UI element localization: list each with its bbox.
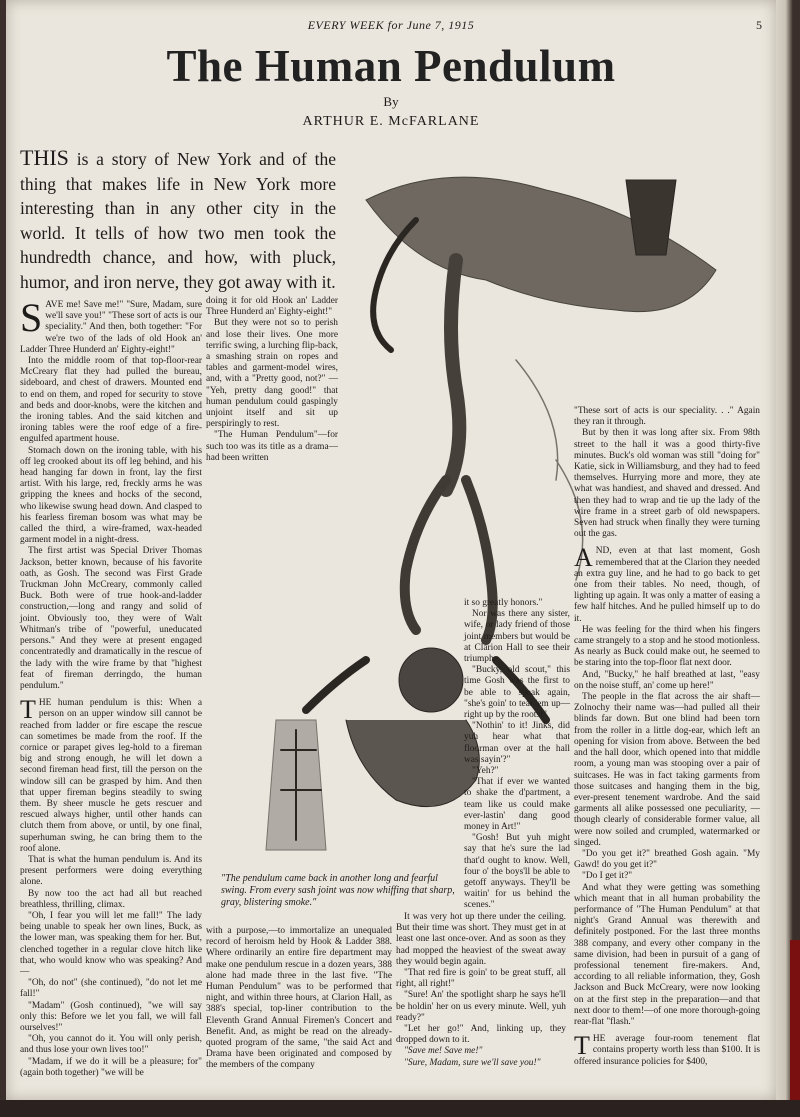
page-number: 5: [756, 18, 762, 32]
drop-cap-a: A: [574, 543, 593, 573]
col3b-p6: "Sure, Madam, sure we'll save you!": [404, 1057, 541, 1068]
col3-p7: "Gosh! But yuh might say that he's sure the lad that'd ought to know. Well, four o' the boys'll be able to getoff anyways. They'll be waitin' for us behind the scenes.": [464, 833, 570, 911]
column-3-lower: [396, 912, 566, 1069]
col3-p5: "Yeh?": [472, 766, 499, 777]
column-2-upper: [206, 296, 338, 464]
col3b-p4: "Let her go!" And, linking up, they dropped down to it.: [396, 1024, 566, 1046]
lower-fireman-body: [346, 720, 479, 807]
col1-p10: "Madam" (Gosh continued), "we will say only this: Before we let you fall, we will fall ourselves!": [20, 1000, 202, 1033]
illustration-caption: "The pendulum came back in another long and fearful swing. From every sash joint was now whiffing that sharp, gray, blistering smoke.": [221, 873, 455, 908]
col3-p3: "Bucky, old scout," this time Gosh was the first to be able to speak again, "she's goin' to tear 'em up—right up by the roots!": [464, 665, 570, 721]
article-title: The Human Pendulum: [166, 41, 616, 91]
author-name: ARTHUR E. McFARLANE: [302, 114, 480, 129]
leg-left-shape: [405, 480, 446, 630]
col4-p6: The people in the flat across the air shaft—Zolnochy their name was—had pulled all their blinds far down. But one blind had been torn from the roller in a little dog-ear, which left an opening for vision from above. Between the bed and the hall door, which opened into that middle room, a young man was stooping over a pair of suitcases. He was in fact taking garments from those suitcases and hanging them in the big, ever-present tenement wardrobe. And the said garments all alike possessed one peculiarity, —though clearly of considerable former value, all were now soiled and crumpled, watermarked or singed.: [574, 692, 760, 848]
col3b-p3: "Sure! An' the spotlight sharp he says he'll be holdin' her on us every minute. Well, yuh ready?": [396, 990, 566, 1023]
col1-p5: HE human pendulum is this: When a person on an upper window sill cannot be reached from ladder or fire escape the rescue can sometimes be made from the roof. If the cornice or parapet gives leg-hold to a fireman big and strong enough, he will let down a second fireman head first, till the person on the window sill can be grasped by him. And then that upper fireman begins steadily to swing them. By sheer muscle he gets rescuer and rescued always higher, until other hands can clutch them from above, or until, by one final, superhuman swing, he can bring them to the roof alone.: [20, 698, 202, 854]
lower-fireman-head: [399, 648, 463, 712]
col3-p4: "Nothin' to it! Jinks, did yuh hear what that floorman over at the hall was sayin'?": [464, 721, 570, 765]
col1-p1: AVE me! Save me!" "Sure, Madam, sure we'll save you!" "These sort of acts is our speciality." And then, both together: "For we're two of the lads of old Hook an' Ladder Three Hunderd an' Eighty-eight!": [20, 300, 202, 355]
col4-p10: HE average four-room tenement flat contains property worth less than $100. It is offered insurance policies for $400,: [574, 1034, 760, 1067]
col2b-p1: with a purpose,—to immortalize an unequaled record of heroism held by Hook & Ladder 388. Where ordinarily an entire fire department may make one pendulum rescue in a dozen years, 388 alone had made three in the last five. "The Human Pendulum" was to be performed that night, and within three hours, at Clarion Hall, as 388's special, top-liner contribution to the Eleventh Grand Annual Firemen's Concert and Benefit. And, as might be read on the already-quoted program of the same, "the said Act and Drama have been originated and composed by the members of the company: [206, 926, 392, 1071]
byline: By: [383, 94, 399, 109]
col4-p8: "Do I get it?": [582, 871, 633, 882]
drop-cap-t2: T: [574, 1031, 590, 1061]
col1-p6: That is what the human pendulum is. And its present performers were doing everything alone.: [20, 854, 202, 888]
col1-p9: "Oh, do not" (she continued), "do not let me fall!": [20, 978, 202, 1000]
intro-first-word: THIS: [20, 145, 69, 170]
col2-p2: But they were not so to perish and lose their lives. One more terrific swing, a lurching flip-back, a smashing strain on ropes and tables and garment-model wires, and, with a "Pretty good, not?" — "Yeh, pretty dang good!" that human pendulum could gaspingly unjoint itself and sit up perspiringly to rest.: [206, 318, 338, 430]
col4-p1: "These sort of acts is our speciality. . ." Again they ran it through.: [574, 406, 760, 428]
binding-strip: [790, 940, 800, 1117]
col1-p4: The first artist was Special Driver Thomas Jackson, better known, because of his favorite oath, as Gosh. The second was First Grade Truckman John McCreary, commonly called Buck. Both were of true hook-and-ladder construction,—long and rangy and solid of joint. Obviously too, they were of Walt Whitman's tribe of "powerful, uneducated persons." And they were at present engaged concentratedly and dramatically in the rescue of the lady with the wire frame by that "highest feat of fireman derringdo, the human pendulum.": [20, 546, 202, 691]
smoke-lines: [516, 360, 583, 580]
intro-text: is a story of New York and of the thing that makes life in New York more interesting than in any other city in the world. It tells of how two men took the hundredth chance, and how, with pluck, humor, and iron nerve, they got away with it.: [20, 149, 336, 292]
col3b-p1: It was very hot up there under the ceiling. But their time was short. They must get in at least one last once-over. And as soon as they had mopped the heaviest of the sweat away they would begin again.: [396, 912, 566, 967]
col1-p3: Stomach down on the ironing table, with his off leg crooked about its off leg behind, and his head hanging far down in front, lay the first artist. With his large, red, freckly arms he was gripping the knees and hocks of the second, who likewise swung head down. And clasped to his fearless fireman bosom was what may be called the third, a wire-framed, wax-headed garment model in a night-dress.: [20, 445, 202, 546]
col4-p5: And, "Bucky," he half breathed at last, "easy on the noise stuff, an' come up here!": [574, 669, 760, 691]
col1-p11: "Oh, you cannot do it. You will only perish, and thus lose your own lives too!": [20, 1034, 202, 1056]
col1-p8: "Oh, I fear you will let me fall!" The lady being unable to speak her own lines, Buck, as the lower man, was speaking them for her. But, clenched together in a regular clove hitch like that, who would know who was speaking? And—: [20, 910, 202, 977]
col3b-p2: "That red fire is goin' to be great stuff, all right, all right!": [396, 968, 566, 990]
column-3-upper: [464, 598, 570, 912]
col3-p1: it so greatly honors.": [464, 598, 543, 608]
drop-cap-s: S: [20, 295, 43, 340]
running-head: EVERY WEEK for June 7, 1915: [307, 18, 475, 32]
column-4: [574, 406, 760, 1068]
drop-cap-t: T: [20, 695, 36, 725]
column-2-lower: [206, 926, 392, 1072]
magazine-page: [6, 0, 776, 1100]
bottom-edge: [0, 1100, 800, 1117]
col3-p6: "That if ever we wanted to shake the d'partment, a team like us could make ever-lastin' dang good money in Art!": [464, 777, 570, 833]
page-header: [6, 18, 776, 38]
col2-p3: "The Human Pendulum"—for such too was its title as a drama—had been written: [206, 430, 338, 463]
col2-p1: doing it for old Hook an' Ladder Three Hunderd an' Eighty-eight!": [206, 296, 338, 318]
torso-upper-shape: [446, 260, 459, 490]
col3b-p5: "Save me! Save me!": [404, 1046, 483, 1057]
col4-p3: ND, even at that last moment, Gosh remembered that at the Clarion they needed an extra guy line, and he had to go back to get one from their tables. No need, though, of lighting up again. It was only a matter of easing a few half hitches. And he pulled himself up to do it.: [574, 546, 760, 624]
col4-p7: "Do you get it?" breathed Gosh again. "My Gawd! do you get it?": [574, 848, 760, 871]
col4-p4: He was feeling for the third when his fingers came strangely to a stop and he stood motionless. As nearly as Buck could make out, he seemed to be staring into the top-floor flat next door.: [574, 624, 760, 669]
col4-p2: But by then it was long after six. From 98th street to the hall it was a good thirty-five minutes. Buck's old woman was still "doing for" Katie, sick in Williamsburg, and they had to feed themselves. Hurrying more and more, they ate what was handiest, and shaved and dressed. And then they had to wrap and tie up the lady of the wire frame in a street garb of old newspapers. Seven had struck when finally they were turning out the gas.: [574, 428, 760, 540]
col3-p2: Nor was there any sister, wife, or lady friend of those joint members but would be at Clarion Hall to see their triumph.: [464, 609, 570, 665]
col4-p9: And what they were getting was something which meant that in all human probability the performance of "The Human Pendulum" at that night's Grand Annual was therewith and definitely postponed. For the last three months 388 company, and every other company in the same division, had been in pursuit of a gang of professional tenement fire-makers. And, according to all reliable information, they, Gosh Jackson and Buck McCreary, were now looking on at the first step in the preparation—and that next door to them!—of one more thorough-going rear-flat "flash.": [574, 882, 760, 1027]
col1-p7: By now too the act had all but reached breathless, thrilling, climax.: [20, 888, 202, 910]
col1-p2: Into the middle room of that top-floor-rear McCreary flat they had pulled the bureau, sideboard, and chest of drawers. Mounted end to end on them, and roped for security to stove and beds and door-knobs, were the kitchen and the ironing tables. And the said kitchen and ironing tables were the roof edge of a fire-engulfed apartment house.: [20, 356, 202, 445]
column-1: [20, 295, 202, 1079]
col1-p12: "Madam, if we do it will be a pleasure; for" (again both together) "we will be: [20, 1056, 202, 1078]
